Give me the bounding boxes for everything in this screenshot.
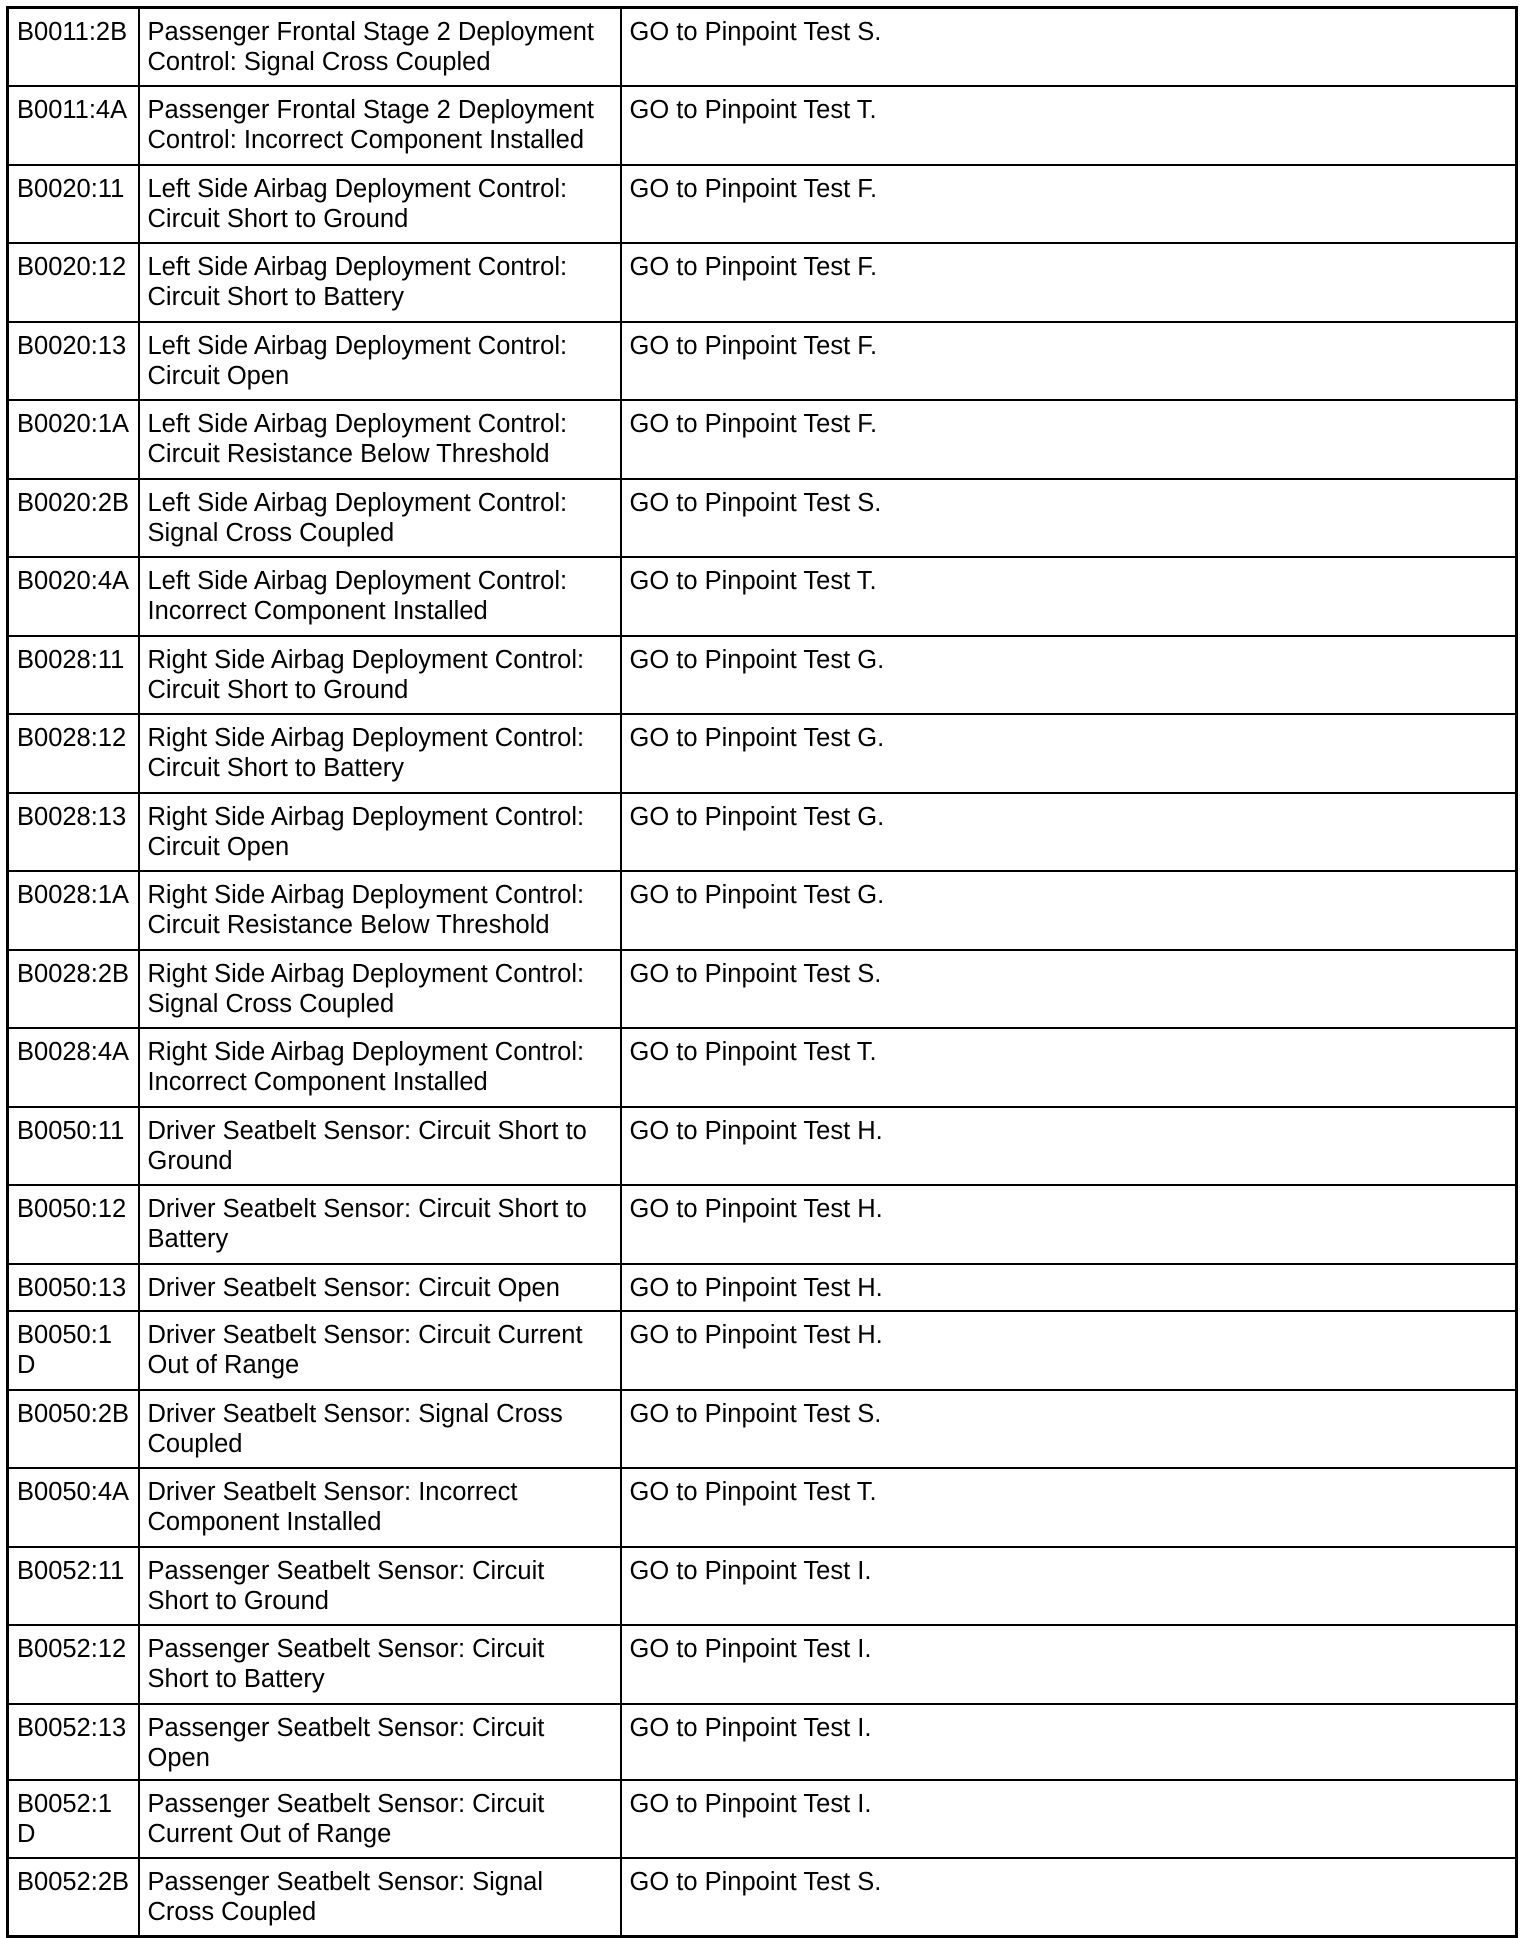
dtc-description-cell: Left Side Airbag Deployment Control: Circuit Short to Battery: [139, 243, 621, 322]
dtc-description-cell: Left Side Airbag Deployment Control: Signal Cross Coupled: [139, 479, 621, 558]
dtc-description-cell: Right Side Airbag Deployment Control: Incorrect Component Installed: [139, 1028, 621, 1107]
dtc-description-cell: Passenger Frontal Stage 2 Deployment Control: Incorrect Component Installed: [139, 86, 621, 165]
dtc-code-cell: B0020:4A: [8, 557, 139, 636]
dtc-code-cell: B0050:13: [8, 1264, 139, 1312]
dtc-code-cell: B0052:2B: [8, 1858, 139, 1937]
dtc-action-cell: GO to Pinpoint Test H.: [621, 1185, 1517, 1264]
dtc-action-cell: GO to Pinpoint Test S.: [621, 8, 1517, 87]
table-row: [8, 479, 1517, 558]
dtc-description-cell: Driver Seatbelt Sensor: Circuit Open: [139, 1264, 621, 1312]
dtc-table: [6, 6, 1518, 1938]
dtc-code-cell: B0028:1A: [8, 871, 139, 950]
dtc-description-cell: Passenger Seatbelt Sensor: Circuit Current Out of Range: [139, 1780, 621, 1859]
dtc-table-body: [8, 8, 1517, 1937]
dtc-code-cell: B0050:11: [8, 1107, 139, 1186]
dtc-code-cell: B0020:1A: [8, 400, 139, 479]
dtc-action-cell: GO to Pinpoint Test T.: [621, 1468, 1517, 1547]
dtc-action-cell: GO to Pinpoint Test T.: [621, 86, 1517, 165]
dtc-code-cell: B0050:4A: [8, 1468, 139, 1547]
dtc-code-cell: B0050:12: [8, 1185, 139, 1264]
table-row: [8, 400, 1517, 479]
dtc-description-cell: Driver Seatbelt Sensor: Circuit Current Out of Range: [139, 1311, 621, 1390]
dtc-description-cell: Driver Seatbelt Sensor: Circuit Short to Ground: [139, 1107, 621, 1186]
dtc-action-cell: GO to Pinpoint Test I.: [621, 1547, 1517, 1626]
table-row: [8, 636, 1517, 715]
dtc-action-cell: GO to Pinpoint Test I.: [621, 1625, 1517, 1704]
table-row: [8, 8, 1517, 87]
dtc-code-cell: B0052:11: [8, 1547, 139, 1626]
dtc-description-cell: Passenger Seatbelt Sensor: Circuit Open: [139, 1704, 621, 1780]
dtc-action-cell: GO to Pinpoint Test T.: [621, 557, 1517, 636]
table-row: [8, 165, 1517, 244]
dtc-code-cell: B0028:4A: [8, 1028, 139, 1107]
table-row: [8, 1311, 1517, 1390]
dtc-code-cell: B0020:2B: [8, 479, 139, 558]
dtc-action-cell: GO to Pinpoint Test F.: [621, 400, 1517, 479]
dtc-description-cell: Driver Seatbelt Sensor: Circuit Short to Battery: [139, 1185, 621, 1264]
dtc-code-cell: B0052:13: [8, 1704, 139, 1780]
dtc-code-cell: B0050:1D: [8, 1311, 139, 1390]
table-row: [8, 1264, 1517, 1312]
dtc-action-cell: GO to Pinpoint Test H.: [621, 1311, 1517, 1390]
dtc-description-cell: Driver Seatbelt Sensor: Incorrect Component Installed: [139, 1468, 621, 1547]
dtc-action-cell: GO to Pinpoint Test F.: [621, 322, 1517, 401]
dtc-action-cell: GO to Pinpoint Test S.: [621, 479, 1517, 558]
dtc-action-cell: GO to Pinpoint Test I.: [621, 1704, 1517, 1780]
dtc-code-cell: B0028:12: [8, 714, 139, 793]
table-row: [8, 557, 1517, 636]
dtc-description-cell: Right Side Airbag Deployment Control: Circuit Short to Ground: [139, 636, 621, 715]
dtc-description-cell: Right Side Airbag Deployment Control: Circuit Resistance Below Threshold: [139, 871, 621, 950]
table-row: [8, 1107, 1517, 1186]
table-row: [8, 322, 1517, 401]
table-row: [8, 86, 1517, 165]
dtc-code-cell: B0011:4A: [8, 86, 139, 165]
table-row: [8, 1390, 1517, 1469]
dtc-code-cell: B0028:13: [8, 793, 139, 872]
table-row: [8, 1780, 1517, 1859]
dtc-action-cell: GO to Pinpoint Test H.: [621, 1264, 1517, 1312]
table-row: [8, 1468, 1517, 1547]
table-row: [8, 1547, 1517, 1626]
dtc-action-cell: GO to Pinpoint Test G.: [621, 871, 1517, 950]
dtc-code-cell: B0011:2B: [8, 8, 139, 87]
dtc-action-cell: GO to Pinpoint Test S.: [621, 1858, 1517, 1937]
table-row: [8, 950, 1517, 1029]
table-row: [8, 714, 1517, 793]
dtc-action-cell: GO to Pinpoint Test S.: [621, 1390, 1517, 1469]
table-row: [8, 1185, 1517, 1264]
dtc-code-cell: B0020:11: [8, 165, 139, 244]
table-row: [8, 243, 1517, 322]
table-row: [8, 1028, 1517, 1107]
dtc-description-cell: Left Side Airbag Deployment Control: Circuit Resistance Below Threshold: [139, 400, 621, 479]
table-row: [8, 871, 1517, 950]
dtc-description-cell: Driver Seatbelt Sensor: Signal Cross Coupled: [139, 1390, 621, 1469]
dtc-code-cell: B0052:12: [8, 1625, 139, 1704]
dtc-description-cell: Right Side Airbag Deployment Control: Circuit Short to Battery: [139, 714, 621, 793]
dtc-code-cell: B0050:2B: [8, 1390, 139, 1469]
dtc-action-cell: GO to Pinpoint Test F.: [621, 243, 1517, 322]
dtc-description-cell: Left Side Airbag Deployment Control: Circuit Short to Ground: [139, 165, 621, 244]
dtc-description-cell: Passenger Seatbelt Sensor: Circuit Short to Battery: [139, 1625, 621, 1704]
dtc-action-cell: GO to Pinpoint Test S.: [621, 950, 1517, 1029]
dtc-action-cell: GO to Pinpoint Test G.: [621, 714, 1517, 793]
dtc-code-cell: B0020:12: [8, 243, 139, 322]
dtc-action-cell: GO to Pinpoint Test G.: [621, 636, 1517, 715]
dtc-description-cell: Right Side Airbag Deployment Control: Circuit Open: [139, 793, 621, 872]
dtc-description-cell: Left Side Airbag Deployment Control: Incorrect Component Installed: [139, 557, 621, 636]
dtc-action-cell: GO to Pinpoint Test G.: [621, 793, 1517, 872]
dtc-description-cell: Left Side Airbag Deployment Control: Circuit Open: [139, 322, 621, 401]
table-row: [8, 793, 1517, 872]
dtc-code-cell: B0020:13: [8, 322, 139, 401]
dtc-code-cell: B0028:2B: [8, 950, 139, 1029]
dtc-action-cell: GO to Pinpoint Test H.: [621, 1107, 1517, 1186]
dtc-code-cell: B0052:1D: [8, 1780, 139, 1859]
dtc-action-cell: GO to Pinpoint Test T.: [621, 1028, 1517, 1107]
dtc-action-cell: GO to Pinpoint Test I.: [621, 1780, 1517, 1859]
dtc-action-cell: GO to Pinpoint Test F.: [621, 165, 1517, 244]
dtc-description-cell: Passenger Seatbelt Sensor: Signal Cross Coupled: [139, 1858, 621, 1937]
dtc-description-cell: Passenger Frontal Stage 2 Deployment Control: Signal Cross Coupled: [139, 8, 621, 87]
table-row: [8, 1704, 1517, 1780]
dtc-description-cell: Right Side Airbag Deployment Control: Signal Cross Coupled: [139, 950, 621, 1029]
dtc-description-cell: Passenger Seatbelt Sensor: Circuit Short to Ground: [139, 1547, 621, 1626]
table-row: [8, 1858, 1517, 1937]
dtc-code-cell: B0028:11: [8, 636, 139, 715]
table-row: [8, 1625, 1517, 1704]
